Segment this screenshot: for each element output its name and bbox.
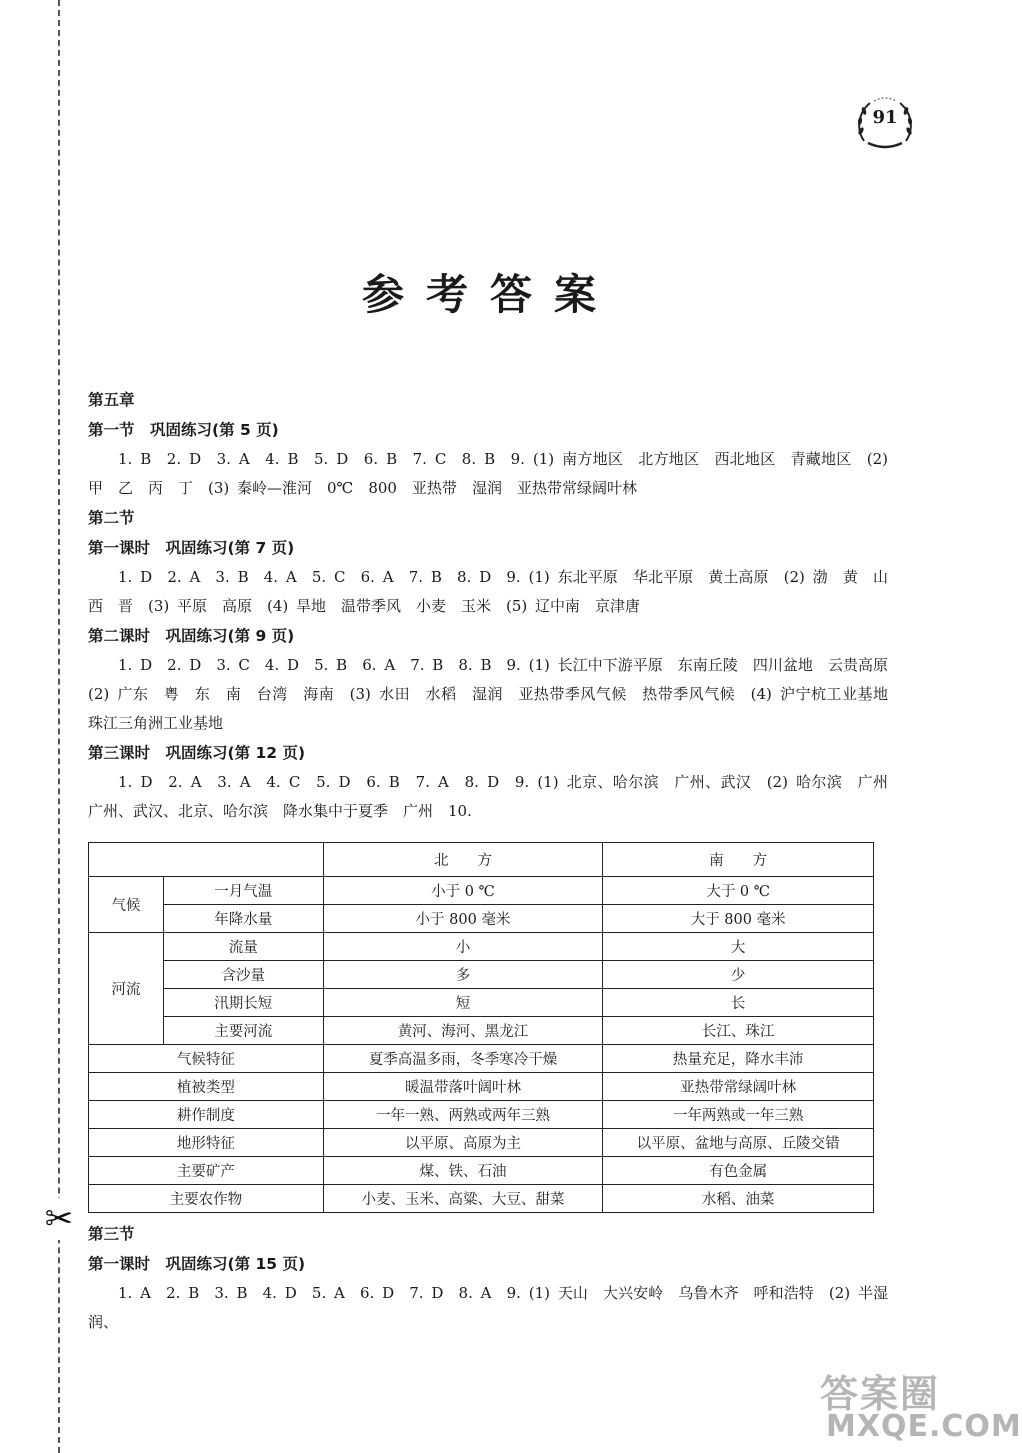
cell-south: 一年两熟或一年三熟: [603, 1101, 874, 1129]
cell-south: 水稻、油菜: [603, 1185, 874, 1213]
section-heading: 第二节: [88, 509, 135, 527]
watermark-text: 答案圈: [820, 1372, 941, 1416]
row-label: 含沙量: [163, 961, 323, 989]
table-row: [89, 1101, 874, 1129]
table-row: [89, 1185, 874, 1213]
cell-north: 煤、铁、石油: [323, 1157, 603, 1185]
table-row: [89, 989, 874, 1017]
col-header-south: 南 方: [603, 843, 874, 877]
row-label: 流量: [163, 933, 323, 961]
table-header-row: [89, 843, 874, 877]
cell-north: 夏季高温多雨，冬季寒冷干燥: [323, 1045, 603, 1073]
cell-north: 一年一熟、两熟或两年三熟: [323, 1101, 603, 1129]
answer-text: 1. D 2. A 3. A 4. C 5. D 6. B 7. A 8. D 9. (1) 北京、哈尔滨 广州、武汉 (2) 哈尔滨 广州 广州、武汉、北京、哈尔滨 降水集中于夏季 广州 10.: [88, 773, 904, 820]
watermark-url: MXQE.COM: [826, 1409, 1022, 1444]
section-heading: 第三节: [88, 1225, 135, 1243]
cell-north: 以平原、高原为主: [323, 1129, 603, 1157]
row-label: 汛期长短: [163, 989, 323, 1017]
lesson-heading: 第三课时 巩固练习(第 12 页): [88, 744, 306, 762]
row-label: 植被类型: [89, 1073, 324, 1101]
lesson-heading: 第一课时 巩固练习(第 7 页): [88, 539, 295, 557]
row-label: 主要农作物: [89, 1185, 324, 1213]
cell-south: 长: [603, 989, 874, 1017]
cell-south: 大于 800 毫米: [603, 905, 874, 933]
cell-south: 以平原、盆地与高原、丘陵交错: [603, 1129, 874, 1157]
cell-south: 热量充足，降水丰沛: [603, 1045, 874, 1073]
row-label: 耕作制度: [89, 1101, 324, 1129]
group-label-river: 河流: [89, 933, 164, 1045]
table-row: [89, 1045, 874, 1073]
row-label: 主要矿产: [89, 1157, 324, 1185]
chapter-heading: 第五章: [88, 391, 135, 409]
section-heading: 第一节 巩固练习(第 5 页): [88, 421, 279, 439]
answer-text: 1. A 2. B 3. B 4. D 5. A 6. D 7. D 8. A 9. (1) 天山 大兴安岭 乌鲁木齐 呼和浩特 (2) 半湿润、: [88, 1284, 888, 1331]
cell-south: 大于 0 ℃: [603, 877, 874, 905]
lesson-heading: 第一课时 巩固练习(第 15 页): [88, 1255, 306, 1273]
row-label: 气候特征: [89, 1045, 324, 1073]
row-label: 主要河流: [163, 1017, 323, 1045]
table-row: [89, 877, 874, 905]
table-row: [89, 933, 874, 961]
answer-content: [88, 385, 904, 1337]
table-corner-cell: [89, 843, 324, 877]
table-row: [89, 961, 874, 989]
watermark: [820, 1372, 1022, 1447]
cell-north: 多: [323, 961, 603, 989]
cell-north: 黄河、海河、黑龙江: [323, 1017, 603, 1045]
group-label-climate: 气候: [89, 877, 164, 933]
row-label: 年降水量: [163, 905, 323, 933]
cell-south: 长江、珠江: [603, 1017, 874, 1045]
answer-text: 1. D 2. D 3. C 4. D 5. B 6. A 7. B 8. B 9. (1) 长江中下游平原 东南丘陵 四川盆地 云贵高原 (2) 广东 粤 东 南 台湾 海南 (3) 水田 水稻 湿润 亚热带季风气候 热带季风气候 (4) 沪宁杭工业基地 珠江三角洲工业基地: [88, 656, 904, 732]
cell-south: 亚热带常绿阔叶林: [603, 1073, 874, 1101]
cell-south: 大: [603, 933, 874, 961]
cell-north: 小于 800 毫米: [323, 905, 603, 933]
cell-north: 暖温带落叶阔叶林: [323, 1073, 603, 1101]
answer-text: 1. B 2. D 3. A 4. B 5. D 6. B 7. C 8. B 9. (1) 南方地区 北方地区 西北地区 青藏地区 (2) 甲 乙 丙 丁 (3) 秦岭—淮河 0℃ 800 亚热带 湿润 亚热带常绿阔叶林: [88, 450, 888, 497]
table-row: [89, 1073, 874, 1101]
row-label: 地形特征: [89, 1129, 324, 1157]
row-label: 一月气温: [163, 877, 323, 905]
col-header-north: 北 方: [323, 843, 603, 877]
table-row: [89, 1017, 874, 1045]
cell-north: 短: [323, 989, 603, 1017]
lesson-heading: 第二课时 巩固练习(第 9 页): [88, 627, 295, 645]
answer-text: 1. D 2. A 3. B 4. A 5. C 6. A 7. B 8. D 9. (1) 东北平原 华北平原 黄土高原 (2) 渤 黄 山西 晋 (3) 平原 高原 (4) 旱地 温带季风 小麦 玉米 (5) 辽中南 京津唐: [88, 568, 888, 615]
north-south-comparison-table: [88, 842, 874, 1213]
page-number: 91: [872, 107, 898, 128]
page-number-badge: [852, 95, 918, 151]
cell-north: 小于 0 ℃: [323, 877, 603, 905]
cell-north: 小麦、玉米、高粱、大豆、甜菜: [323, 1185, 603, 1213]
table-row: [89, 905, 874, 933]
page-title: 参考答案: [361, 270, 618, 319]
cell-north: 小: [323, 933, 603, 961]
table-row: [89, 1129, 874, 1157]
table-row: [89, 1157, 874, 1185]
cell-south: 有色金属: [603, 1157, 874, 1185]
cell-south: 少: [603, 961, 874, 989]
scissors-icon: ✂: [38, 1198, 80, 1240]
